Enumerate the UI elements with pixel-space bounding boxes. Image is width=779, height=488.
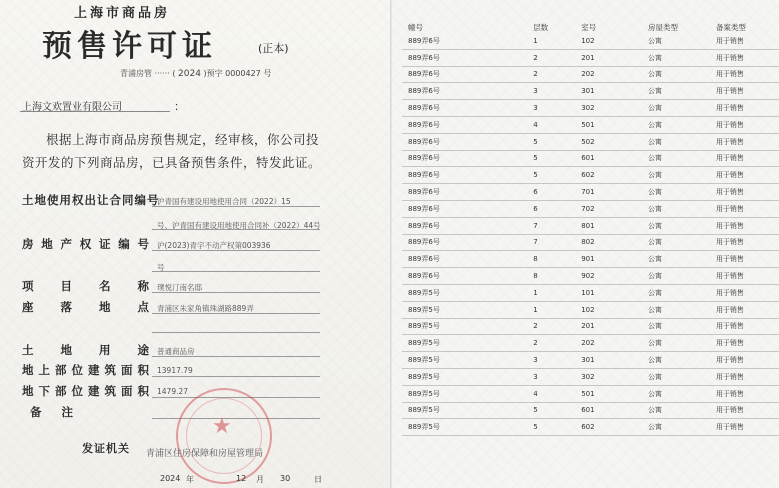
label-char: 让 [97, 193, 110, 207]
label-char: 下 [38, 384, 51, 398]
label-char: 筑 [104, 363, 117, 377]
house-type-cell: 公寓 [636, 318, 704, 335]
label-char: 部 [55, 363, 68, 377]
filing-type-cell: 用于销售 [704, 200, 779, 217]
room-cell: 201 [573, 318, 636, 335]
table-row [402, 133, 779, 150]
room-cell: 202 [573, 335, 636, 352]
room-cell: 701 [573, 184, 636, 201]
label-char: 部 [55, 384, 68, 398]
date-month: 12 [236, 474, 247, 483]
filing-type-cell: 用于销售 [704, 352, 779, 369]
floor-cell: 3 [523, 83, 573, 100]
filing-type-cell: 用于销售 [704, 368, 779, 385]
filing-type-cell: 用于销售 [704, 100, 779, 117]
label-char: 座 [22, 300, 35, 314]
filing-type-cell: 用于销售 [704, 318, 779, 335]
house-type-cell: 公寓 [636, 419, 704, 436]
floor-cell: 2 [523, 335, 573, 352]
floor-cell: 7 [523, 217, 573, 234]
house-type-cell: 公寓 [636, 251, 704, 268]
table-row [402, 150, 779, 167]
table-row [402, 33, 779, 49]
table-row [402, 318, 779, 335]
below-ground-area-label [22, 383, 150, 399]
building-cell: 889弄6号 [402, 251, 523, 268]
label-char: 途 [137, 343, 150, 357]
table-row [402, 49, 779, 66]
above-ground-area-label [22, 362, 150, 378]
label-char: 积 [137, 384, 150, 398]
table-row [402, 251, 779, 268]
house-type-cell: 公寓 [636, 402, 704, 419]
copy-type: (正本) [258, 42, 289, 55]
label-char: 用 [59, 193, 72, 207]
property-cert-label [22, 236, 150, 252]
label-char: 号 [137, 237, 150, 251]
date-year: 2024 [160, 474, 181, 483]
project-name-value: 璞悦汀南名邸 [157, 283, 202, 292]
floor-cell: 5 [523, 133, 573, 150]
floor-cell: 2 [523, 318, 573, 335]
room-cell: 302 [573, 100, 636, 117]
field-line [152, 250, 320, 251]
filing-type-cell: 用于销售 [704, 234, 779, 251]
building-cell: 889弄6号 [402, 33, 523, 49]
floor-cell: 5 [523, 402, 573, 419]
label-char: 产 [60, 237, 73, 251]
unit-table [402, 22, 779, 436]
floor-cell: 3 [523, 368, 573, 385]
building-cell: 889弄5号 [402, 284, 523, 301]
company-name: 上海文欢置业有限公司 [22, 102, 122, 113]
room-cell: 201 [573, 49, 636, 66]
house-type-cell: 公寓 [636, 83, 704, 100]
certificate-title: 预售许可证 [42, 29, 217, 64]
floor-cell: 6 [523, 184, 573, 201]
filing-type-cell: 用于销售 [704, 150, 779, 167]
table-row [402, 419, 779, 436]
label-char: 土 [22, 193, 35, 207]
table-row [402, 184, 779, 201]
label-char: 筑 [104, 384, 117, 398]
building-cell: 889弄6号 [402, 133, 523, 150]
field-line [152, 356, 320, 357]
table-row [402, 268, 779, 285]
house-type-cell: 公寓 [636, 284, 704, 301]
label-char: 合 [109, 193, 122, 207]
house-type-cell: 公寓 [636, 167, 704, 184]
room-cell: 802 [573, 234, 636, 251]
land-contract-label [22, 192, 160, 208]
table-row [402, 284, 779, 301]
date-month-unit: 月 [256, 475, 264, 484]
floor-cell: 3 [523, 352, 573, 369]
room-cell: 601 [573, 150, 636, 167]
label-char: 项 [22, 279, 35, 293]
field-line [152, 292, 320, 293]
floor-cell: 7 [523, 234, 573, 251]
room-cell: 301 [573, 83, 636, 100]
remarks-label [22, 404, 74, 420]
below-ground-area-value: 1479.27 [157, 387, 189, 396]
building-cell: 889弄6号 [402, 217, 523, 234]
label-char: 编 [118, 237, 131, 251]
label-char: 地 [34, 193, 47, 207]
table-row [402, 217, 779, 234]
building-cell: 889弄5号 [402, 402, 523, 419]
cert-no-prefix: 青浦房管 [120, 69, 152, 78]
room-cell: 102 [573, 33, 636, 49]
floor-cell: 5 [523, 150, 573, 167]
building-cell: 889弄6号 [402, 83, 523, 100]
filing-type-cell: 用于销售 [704, 284, 779, 301]
header-building: 幢号 [408, 23, 423, 32]
label-char: 出 [84, 193, 97, 207]
floor-cell: 2 [523, 66, 573, 83]
date-day: 30 [280, 474, 291, 483]
filing-type-cell: 用于销售 [704, 83, 779, 100]
filing-type-cell: 用于销售 [704, 301, 779, 318]
project-name-label [22, 278, 150, 294]
label-char: 权 [79, 237, 93, 251]
room-cell: 702 [573, 200, 636, 217]
label-char: 权 [72, 193, 85, 207]
filing-type-cell: 用于销售 [704, 251, 779, 268]
label-char: 证 [99, 237, 112, 251]
house-type-cell: 公寓 [636, 335, 704, 352]
date-year-unit: 年 [186, 475, 194, 484]
house-type-cell: 公寓 [636, 150, 704, 167]
floor-cell: 4 [523, 116, 573, 133]
room-cell: 501 [573, 385, 636, 402]
certificate-header-top: 上海市商品房 [74, 6, 171, 21]
filing-type-cell: 用于销售 [704, 167, 779, 184]
official-seal [176, 388, 272, 484]
label-char: 面 [121, 384, 134, 398]
filing-type-cell: 用于销售 [704, 402, 779, 419]
building-cell: 889弄6号 [402, 234, 523, 251]
filing-type-cell: 用于销售 [704, 133, 779, 150]
label-char: 上 [38, 363, 51, 377]
label-char: 备 [30, 405, 43, 419]
cert-no-year: 2024 [178, 69, 201, 79]
issuer-value: 青浦区住房保障和房屋管理局 [146, 449, 264, 459]
floor-cell: 2 [523, 49, 573, 66]
filing-type-cell: 用于销售 [704, 33, 779, 49]
house-type-cell: 公寓 [636, 33, 704, 49]
land-use-label [22, 342, 150, 358]
house-type-cell: 公寓 [636, 385, 704, 402]
label-char: 面 [121, 363, 134, 377]
certificate-number: 青浦房管 ······ ( 2024 )预字 0000427 号 [120, 69, 272, 79]
label-char: 建 [88, 363, 101, 377]
location-label [22, 299, 150, 315]
label-char: 地 [22, 363, 35, 377]
building-cell: 889弄6号 [402, 49, 523, 66]
filing-type-cell: 用于销售 [704, 385, 779, 402]
room-cell: 302 [573, 368, 636, 385]
building-cell: 889弄6号 [402, 150, 523, 167]
label-char: 编 [134, 193, 147, 207]
floor-cell: 3 [523, 100, 573, 117]
field-line [152, 313, 320, 314]
building-cell: 889弄5号 [402, 318, 523, 335]
seal-star-icon: ★ [212, 414, 232, 439]
room-cell: 602 [573, 167, 636, 184]
room-cell: 301 [573, 352, 636, 369]
label-char: 房 [22, 237, 35, 251]
issuer-label: 发证机关 [82, 442, 130, 455]
field-line [152, 229, 320, 230]
room-cell: 801 [573, 217, 636, 234]
floor-cell: 5 [523, 419, 573, 436]
table-row [402, 402, 779, 419]
house-type-cell: 公寓 [636, 49, 704, 66]
building-cell: 889弄6号 [402, 66, 523, 83]
room-cell: 502 [573, 133, 636, 150]
table-row [402, 301, 779, 318]
property-cert-value-2: 号 [157, 263, 165, 272]
header-room: 室号 [581, 23, 597, 32]
building-cell: 889弄5号 [402, 419, 523, 436]
label-char: 点 [137, 300, 150, 314]
label-char: 名 [99, 279, 112, 293]
cert-no-number: 0000427 [225, 69, 261, 78]
filing-type-cell: 用于销售 [704, 184, 779, 201]
label-char: 地 [60, 343, 73, 357]
house-type-cell: 公寓 [636, 217, 704, 234]
label-char: 位 [71, 384, 84, 398]
table-row [402, 83, 779, 100]
label-char: 地 [41, 237, 54, 251]
label-char: 号 [147, 193, 160, 207]
floor-cell: 1 [523, 284, 573, 301]
label-char: 落 [60, 300, 73, 314]
table-row [402, 234, 779, 251]
building-cell: 889弄5号 [402, 335, 523, 352]
company-colon: ： [174, 100, 185, 113]
room-cell: 601 [573, 402, 636, 419]
company-underline [20, 111, 170, 112]
house-type-cell: 公寓 [636, 100, 704, 117]
table-header-row [402, 22, 779, 33]
house-type-cell: 公寓 [636, 268, 704, 285]
filing-type-cell: 用于销售 [704, 66, 779, 83]
statement-line-2: 资开发的下列商品房，已具备预售条件，特发此证。 [22, 155, 322, 170]
building-cell: 889弄5号 [402, 352, 523, 369]
table-row [402, 66, 779, 83]
label-char: 积 [137, 363, 150, 377]
above-ground-area-value: 13917.79 [157, 366, 193, 375]
room-cell: 902 [573, 268, 636, 285]
house-type-cell: 公寓 [636, 200, 704, 217]
building-cell: 889弄6号 [402, 116, 523, 133]
label-char: 称 [137, 279, 150, 293]
floor-cell: 1 [523, 301, 573, 318]
header-house-type: 房屋类型 [648, 23, 678, 32]
header-filing-type: 备案类型 [715, 23, 746, 32]
building-cell: 889弄6号 [402, 184, 523, 201]
building-cell: 889弄5号 [402, 385, 523, 402]
room-cell: 101 [573, 284, 636, 301]
house-type-cell: 公寓 [636, 301, 704, 318]
room-cell: 501 [573, 116, 636, 133]
floor-cell: 8 [523, 268, 573, 285]
table-row [402, 200, 779, 217]
room-cell: 202 [573, 66, 636, 83]
header-floor: 层数 [533, 23, 549, 32]
table-row [402, 368, 779, 385]
label-char: 用 [99, 343, 112, 357]
table-row [402, 167, 779, 184]
property-cert-value-1: 沪(2023)青字不动产权第003936 [157, 241, 271, 250]
house-type-cell: 公寓 [636, 66, 704, 83]
label-char: 同 [122, 193, 135, 207]
house-type-cell: 公寓 [636, 116, 704, 133]
house-type-cell: 公寓 [636, 352, 704, 369]
label-char: 使 [47, 193, 60, 207]
table-row [402, 116, 779, 133]
table-row [402, 352, 779, 369]
building-cell: 889弄6号 [402, 200, 523, 217]
room-cell: 901 [573, 251, 636, 268]
room-cell: 602 [573, 419, 636, 436]
label-char: 注 [61, 405, 74, 419]
filing-type-cell: 用于销售 [704, 419, 779, 436]
building-cell: 889弄6号 [402, 268, 523, 285]
label-char: 地 [99, 300, 112, 314]
building-cell: 889弄6号 [402, 100, 523, 117]
cert-no-mid: )预字 [203, 69, 223, 78]
field-line [152, 206, 320, 207]
house-type-cell: 公寓 [636, 368, 704, 385]
floor-cell: 1 [523, 33, 573, 49]
filing-type-cell: 用于销售 [704, 49, 779, 66]
label-char: 土 [22, 343, 35, 357]
label-char: 目 [60, 279, 73, 293]
label-char: 位 [71, 363, 84, 377]
building-cell: 889弄6号 [402, 167, 523, 184]
building-cell: 889弄5号 [402, 368, 523, 385]
statement-line-1: 根据上海市商品房预售规定，经审核，你公司投 [46, 132, 320, 147]
label-char: 建 [88, 384, 101, 398]
filing-type-cell: 用于销售 [704, 116, 779, 133]
room-cell: 102 [573, 301, 636, 318]
table-row [402, 335, 779, 352]
floor-cell: 5 [523, 167, 573, 184]
label-char: 地 [22, 384, 35, 398]
floor-cell: 4 [523, 385, 573, 402]
filing-type-cell: 用于销售 [704, 217, 779, 234]
cert-no-suffix: 号 [263, 69, 272, 78]
table-row [402, 100, 779, 117]
land-use-value: 普通商品房 [157, 347, 195, 356]
building-cell: 889弄5号 [402, 301, 523, 318]
field-line [152, 332, 320, 333]
floor-cell: 8 [523, 251, 573, 268]
house-type-cell: 公寓 [636, 184, 704, 201]
date-day-unit: 日 [314, 475, 322, 484]
location-value: 青浦区朱家角镇珠湖路889弄 [157, 304, 254, 313]
house-type-cell: 公寓 [636, 133, 704, 150]
field-line [152, 376, 320, 377]
filing-type-cell: 用于销售 [704, 335, 779, 352]
table-row [402, 385, 779, 402]
land-contract-value-2: 号、沪青国有建设用地使用合同补（2022）44号 [157, 221, 321, 230]
house-type-cell: 公寓 [636, 234, 704, 251]
filing-type-cell: 用于销售 [704, 268, 779, 285]
field-line [152, 271, 320, 272]
floor-cell: 6 [523, 200, 573, 217]
land-contract-value-1: 沪青国有建设用地使用合同（2022）15 [157, 197, 291, 206]
